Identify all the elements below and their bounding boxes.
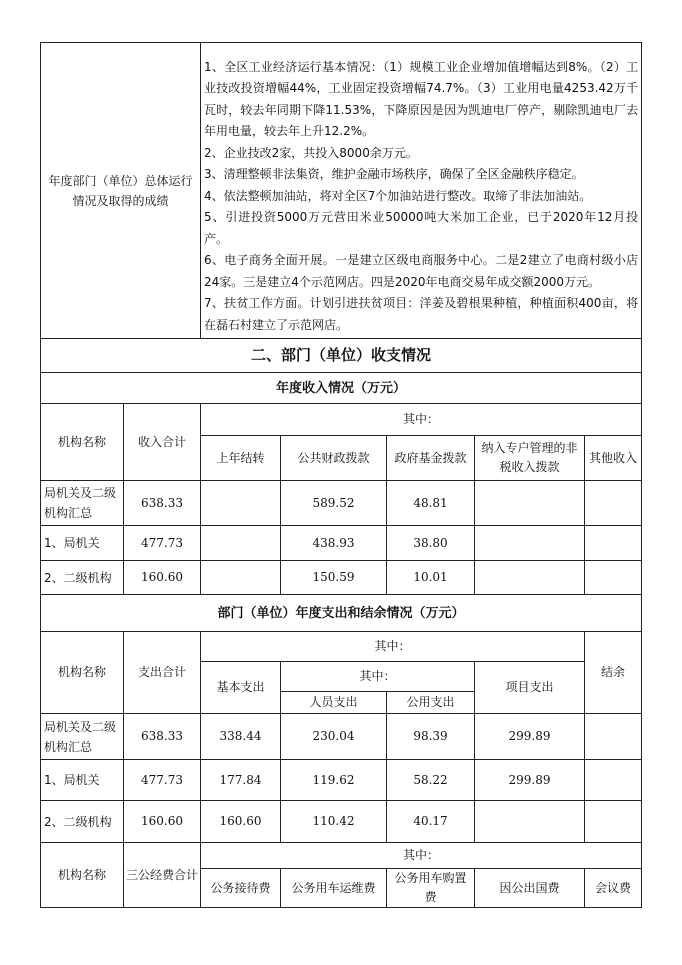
row-total: 638.33 [124, 714, 201, 760]
overview-line-3: 3、清理整顿非法集资，维护金融市场秩序，确保了全区金融秩序稳定。 [204, 167, 584, 181]
cell-carryover [201, 561, 281, 595]
expense-col-public: 公用支出 [387, 692, 475, 714]
cell-personnel: 230.04 [281, 714, 387, 760]
cell-other [585, 481, 642, 526]
row-total: 160.60 [124, 561, 201, 595]
cell-other [585, 561, 642, 595]
expense-col-name: 机构名称 [41, 632, 124, 714]
cell-public: 98.39 [387, 714, 475, 760]
cell-nontax [475, 481, 585, 526]
cell-gov-fund: 48.81 [387, 481, 475, 526]
cell-carryover [201, 526, 281, 561]
table-row [41, 760, 642, 801]
expense-title: 部门（单位）年度支出和结余情况（万元） [41, 595, 642, 632]
section-title: 二、部门（单位）收支情况 [41, 339, 642, 373]
three-public-col-vehicle-maint: 公务用车运维费 [281, 869, 387, 908]
cell-nontax [475, 526, 585, 561]
cell-project: 299.89 [475, 760, 585, 801]
three-public-col-abroad: 因公出国费 [475, 869, 585, 908]
income-col-total: 收入合计 [124, 404, 201, 481]
cell-public-finance: 150.59 [281, 561, 387, 595]
income-of-which: 其中： [201, 404, 642, 436]
row-name: 2、二级机构 [41, 801, 124, 843]
cell-surplus [585, 714, 642, 760]
row-name: 1、局机关 [41, 526, 124, 561]
income-title: 年度收入情况（万元） [41, 373, 642, 404]
overview-line-2: 2、企业技改2家，共投入8000余万元。 [204, 145, 418, 160]
cell-public: 40.17 [387, 801, 475, 843]
cell-basic: 338.44 [201, 714, 281, 760]
income-col-nontax: 纳入专户管理的非税收入拨款 [475, 436, 585, 481]
table-row [41, 481, 642, 526]
row-total: 638.33 [124, 481, 201, 526]
income-col-public-finance: 公共财政拨款 [281, 436, 387, 481]
row-total: 160.60 [124, 801, 201, 843]
cell-personnel: 119.62 [281, 760, 387, 801]
table-row [41, 714, 642, 760]
cell-basic: 177.84 [201, 760, 281, 801]
three-public-col-name: 机构名称 [41, 843, 124, 908]
row-name: 1、局机关 [41, 760, 124, 801]
table-row [41, 801, 642, 843]
cell-public-finance: 438.93 [281, 526, 387, 561]
cell-public-finance: 589.52 [281, 481, 387, 526]
cell-basic: 160.60 [201, 801, 281, 843]
three-public-col-total: 三公经费合计 [124, 843, 201, 908]
overview-row [41, 43, 642, 339]
cell-other [585, 526, 642, 561]
income-col-name: 机构名称 [41, 404, 124, 481]
cell-public: 58.22 [387, 760, 475, 801]
three-public-of-which: 其中： [201, 843, 642, 869]
income-col-gov-fund: 政府基金拨款 [387, 436, 475, 481]
overview-line-6: 6、电子商务全面开展。一是建立区级电商服务中心。二是2建立了电商村级小店24家。三是建立4个示范网店。四是2020年电商交易年成交额2000万元。 [204, 253, 639, 289]
overview-line-4: 4、依法整顿加油站，将对全区7个加油站进行整改。取缔了非法加油站。 [204, 188, 592, 203]
income-col-other: 其他收入 [585, 436, 642, 481]
cell-gov-fund: 10.01 [387, 561, 475, 595]
expense-of-which-2: 其中： [281, 662, 475, 692]
cell-project: 299.89 [475, 714, 585, 760]
expense-of-which: 其中： [201, 632, 585, 662]
document-page [40, 42, 641, 908]
overview-line-5: 5、引进投资5000万元营田米业50000吨大米加工企业，已于2020年12月投产。 [204, 210, 639, 246]
cell-carryover [201, 481, 281, 526]
table-row [41, 561, 642, 595]
row-name: 局机关及二级机构汇总 [41, 481, 124, 526]
income-col-carryover: 上年结转 [201, 436, 281, 481]
cell-project [475, 801, 585, 843]
row-total: 477.73 [124, 760, 201, 801]
expense-col-total: 支出合计 [124, 632, 201, 714]
row-name: 2、二级机构 [41, 561, 124, 595]
cell-gov-fund: 38.80 [387, 526, 475, 561]
cell-nontax [475, 561, 585, 595]
report-table [40, 42, 642, 908]
overview-text [201, 43, 642, 339]
three-public-col-meeting: 会议费 [585, 869, 642, 908]
expense-col-surplus: 结余 [585, 632, 642, 714]
row-name: 局机关及二级机构汇总 [41, 714, 124, 760]
three-public-col-reception: 公务接待费 [201, 869, 281, 908]
overview-label: 年度部门（单位）总体运行情况及取得的成绩 [41, 43, 201, 339]
cell-personnel: 110.42 [281, 801, 387, 843]
table-row [41, 526, 642, 561]
overview-line-7: 7、扶贫工作方面。计划引进扶贫项目：洋姜及碧根果种植，种植面积400亩，将在磊石村建立了示范网店。 [204, 296, 639, 332]
cell-surplus [585, 760, 642, 801]
row-total: 477.73 [124, 526, 201, 561]
expense-col-personnel: 人员支出 [281, 692, 387, 714]
three-public-col-vehicle-purchase: 公务用车购置费 [387, 869, 475, 908]
expense-col-project: 项目支出 [475, 662, 585, 714]
overview-line-1: 1、全区工业经济运行基本情况：（1）规模工业企业增加值增幅达到8%。（2）工业技改投资增幅44%，工业固定投资增幅74.7%。（3）工业用电量4253.42万千瓦时，较去年同期下降11.53%，下降原因是因为凯迪电厂停产，剔除凯迪电厂去年用电量，较去年上升12.2%。 [204, 59, 639, 138]
cell-surplus [585, 801, 642, 843]
expense-col-basic: 基本支出 [201, 662, 281, 714]
